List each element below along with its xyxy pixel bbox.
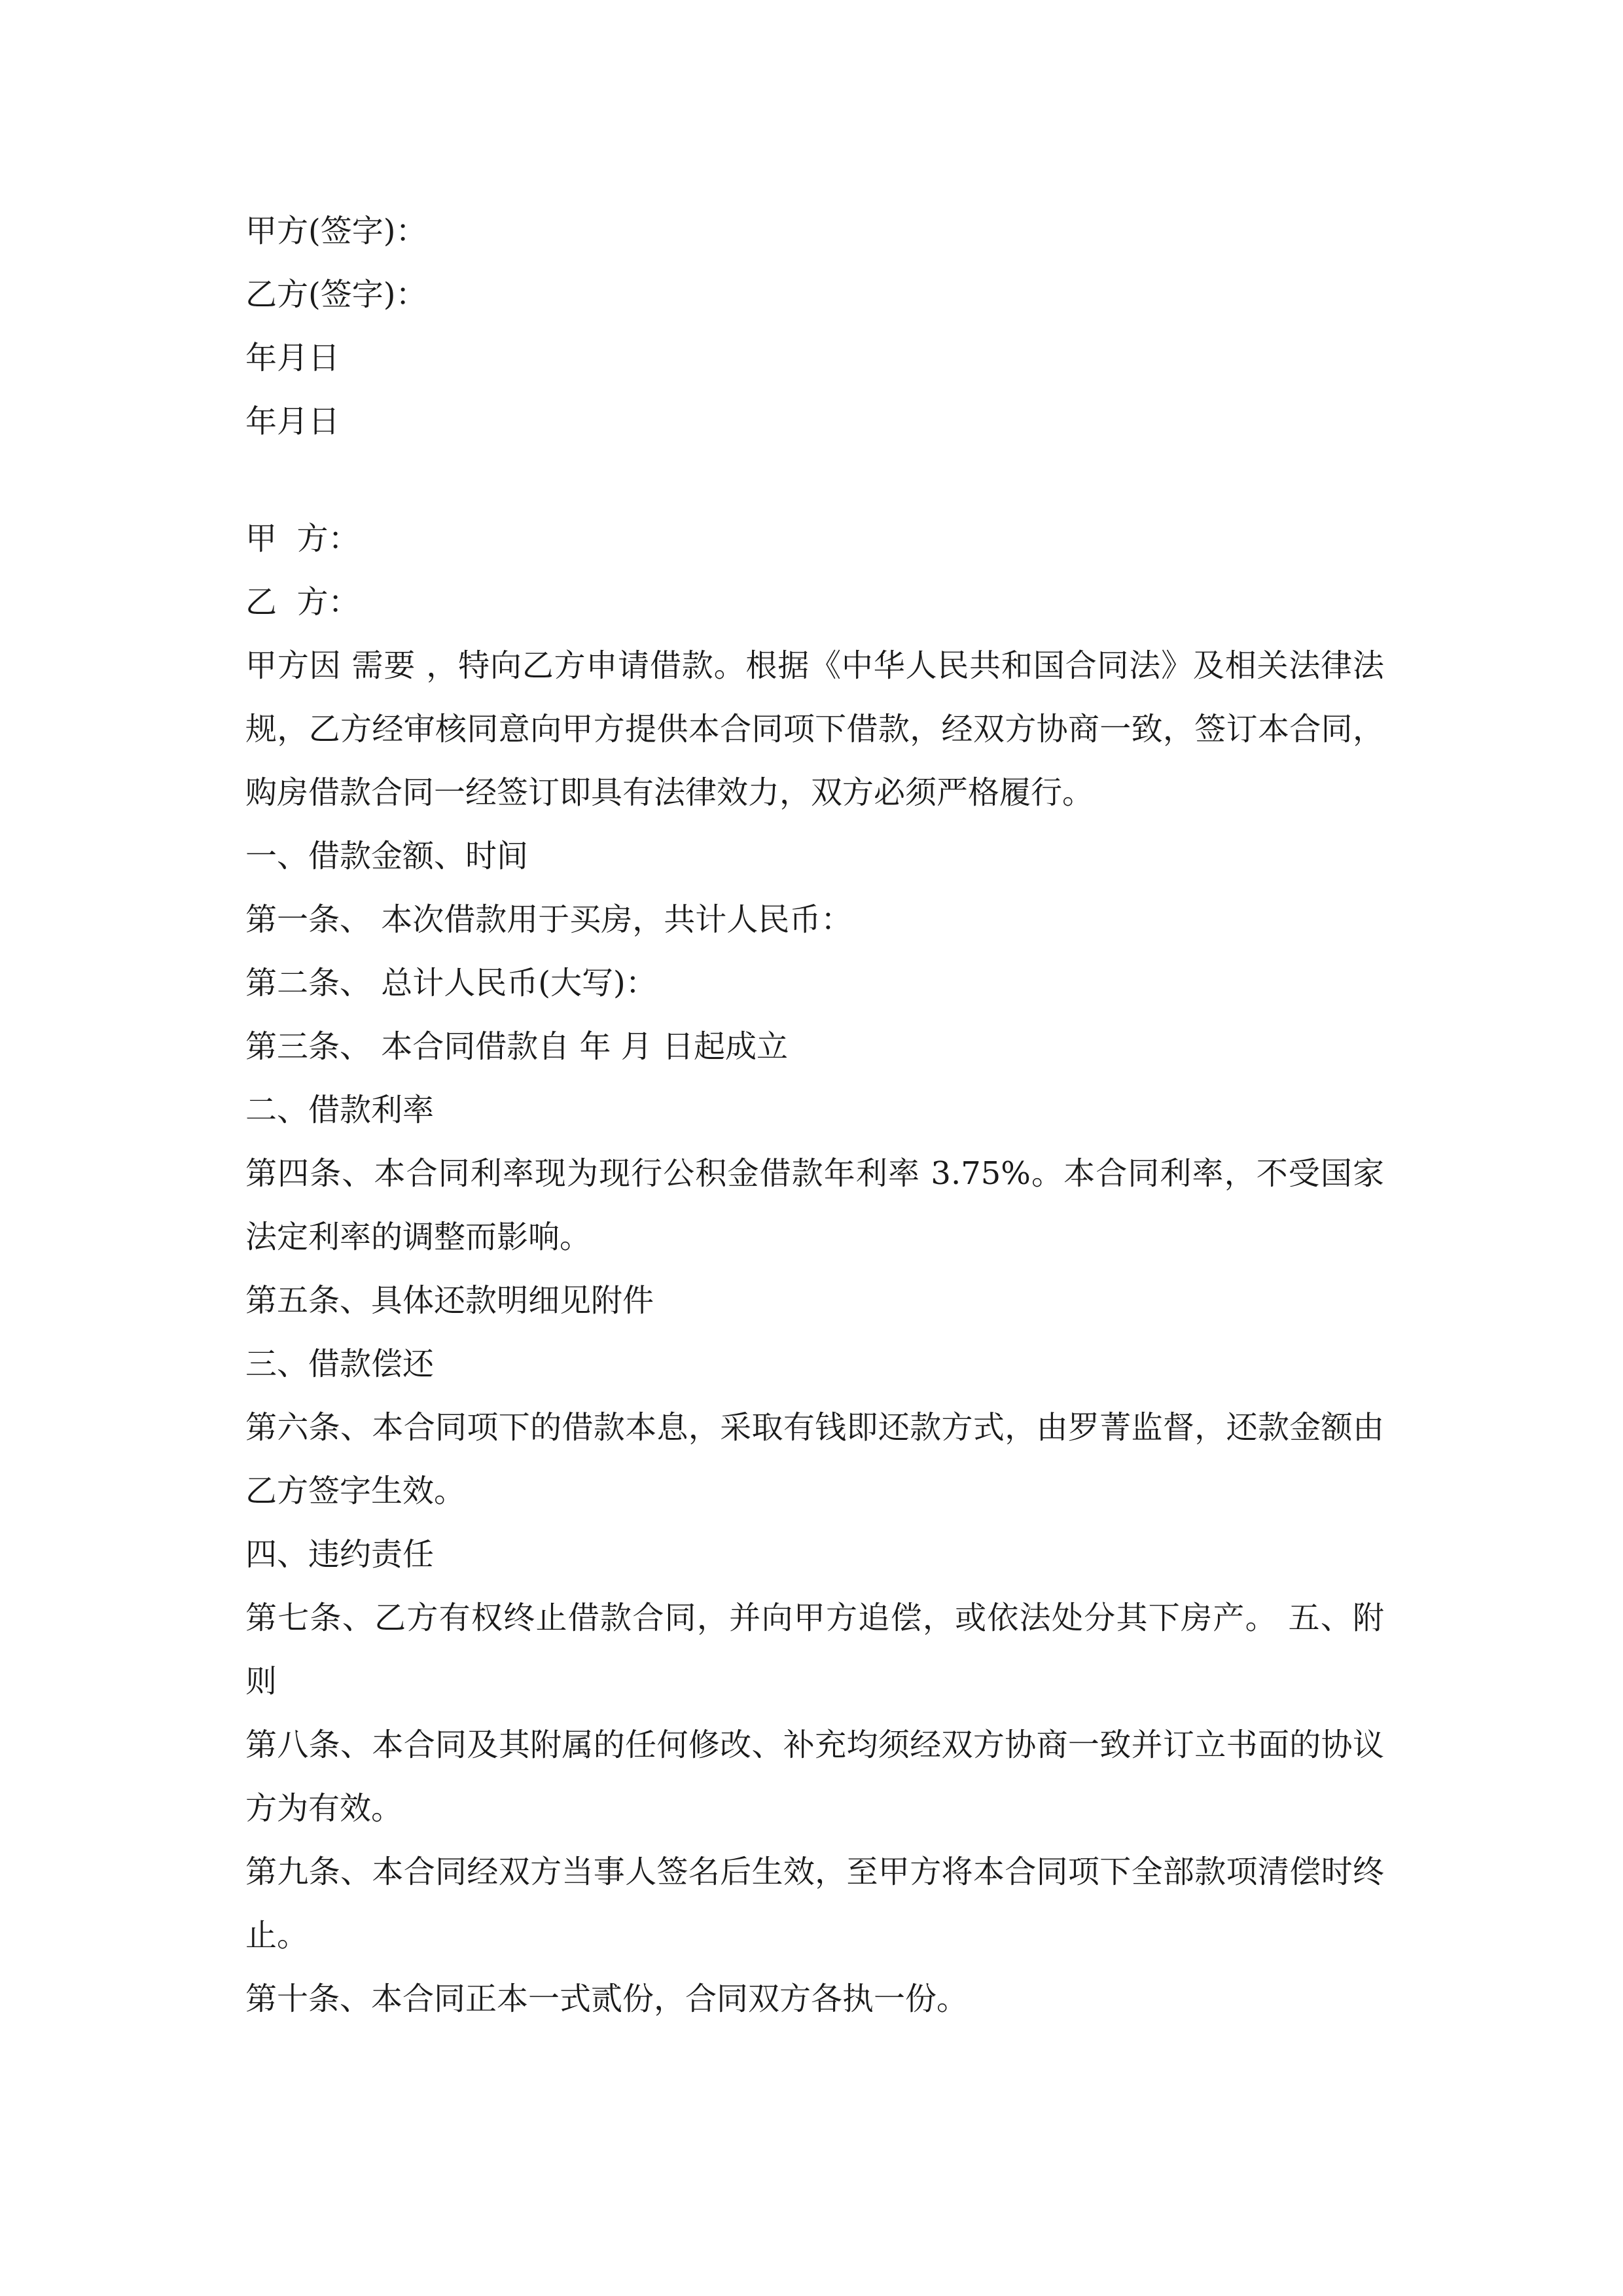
article-6: 第六条、本合同项下的借款本息，采取有钱即还款方式，由罗菁监督，还款金额由乙方签字生效。: [245, 1409, 1384, 1509]
article-8: 第八条、本合同及其附属的任何修改、补充均须经双方协商一致并订立书面的协议方为有效。: [245, 1727, 1384, 1827]
section-heading: 四、违约责任: [245, 1536, 435, 1573]
article-2: 第二条、 总计人民币(大写)：: [245, 965, 657, 1001]
party-b-line: 乙 方：: [245, 584, 360, 620]
date-line-2: 年月日: [245, 403, 340, 440]
intro-paragraph: 甲方因 需要 ，特向乙方申请借款。根据《中华人民共和国合同法》及相关法律法规，乙方经审核同意向甲方提供本合同项下借款，经双方协商一致，签订本合同，购房借款合同一经签订即具有法律效力，双方必须严格履行。: [245, 647, 1384, 811]
article-4: 第四条、本合同利率现为现行公积金借款年利率 3.75%。本合同利率，不受国家法定利率的调整而影响。: [245, 1155, 1384, 1255]
spacer: [245, 454, 1384, 507]
article-10: 第十条、本合同正本一式贰份，合同双方各执一份。: [245, 1981, 969, 2017]
article-9: 第九条、本合同经双方当事人签名后生效，至甲方将本合同项下全部款项清偿时终止。: [245, 1854, 1384, 1954]
document-page: [245, 200, 1384, 2031]
date-line-1: 年月日: [245, 340, 340, 376]
article-7: 第七条、乙方有权终止借款合同，并向甲方追偿，或依法处分其下房产。 五、附则: [245, 1600, 1384, 1700]
party-a-line: 甲 方：: [245, 520, 360, 557]
article-3: 第三条、 本合同借款自 年 月 日起成立: [245, 1028, 789, 1065]
section-heading: 三、借款偿还: [245, 1346, 435, 1382]
party-b-signature-line: 乙方(签字)：: [245, 276, 427, 313]
article-5: 第五条、具体还款明细见附件: [245, 1282, 654, 1319]
article-1: 第一条、 本次借款用于买房，共计人民币：: [245, 901, 853, 938]
section-heading: 一、借款金额、时间: [245, 838, 529, 874]
party-a-signature-line: 甲方(签字)：: [245, 213, 427, 249]
section-heading: 二、借款利率: [245, 1092, 435, 1128]
